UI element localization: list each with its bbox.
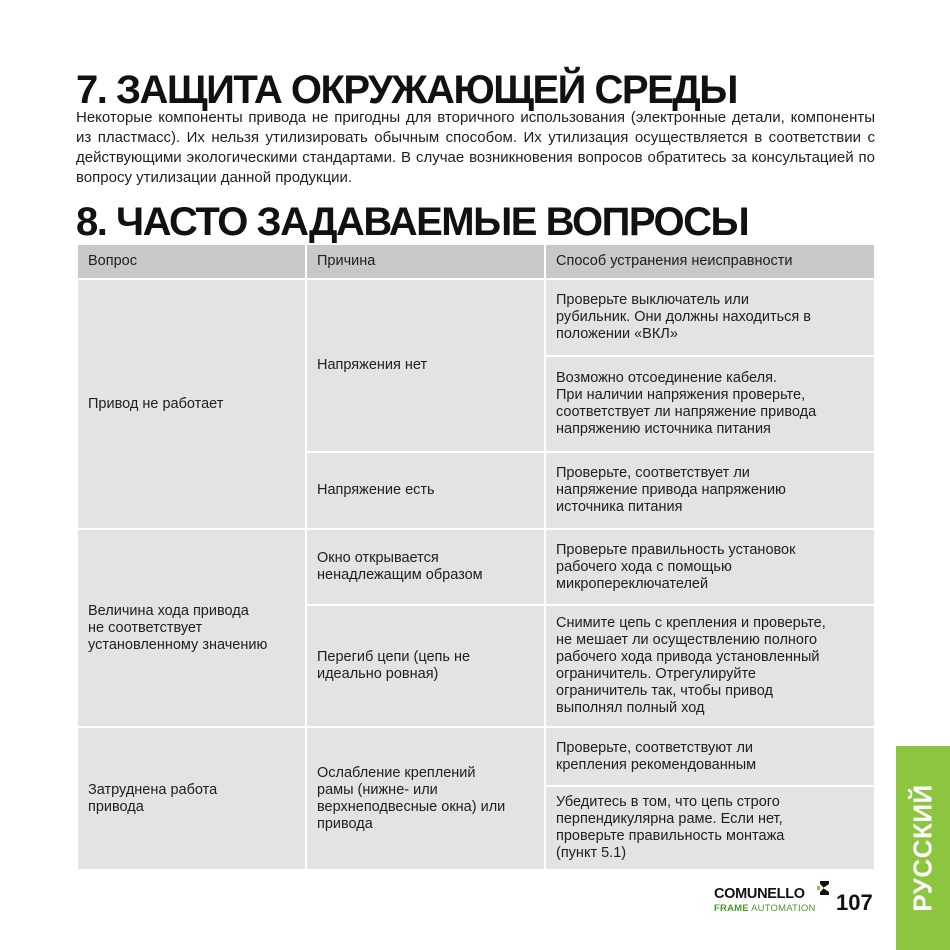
faq-table [76, 243, 876, 871]
logo-tagline-rest: AUTOMATION [748, 903, 816, 914]
logo-brand: COMUNELLO [714, 886, 805, 902]
solution-cell: Проверьте, соответствует ли напряжение привода напряжению источника питания [545, 452, 875, 529]
header-question: Вопрос [77, 244, 306, 279]
question-cell: Затруднена работа привода [77, 727, 306, 870]
solution-cell: Убедитесь в том, что цепь строго перпендикулярна раме. Если нет, проверьте правильность монтажа (пункт 5.1) [545, 786, 875, 870]
language-tab-label: РУССКИЙ [907, 784, 938, 912]
cause-cell: Окно открывается ненадлежащим образом [306, 529, 545, 605]
question-cell: Привод не работает [77, 279, 306, 529]
cause-cell: Перегиб цепи (цепь не идеально ровная) [306, 605, 545, 727]
page-number: 107 [836, 890, 873, 915]
logo-tagline-bold: FRAME [714, 903, 749, 914]
solution-cell: Проверьте выключатель или рубильник. Они должны находиться в положении «ВКЛ» [545, 279, 875, 356]
solution-cell: Проверьте, соответствуют ли крепления рекомендованным [545, 727, 875, 786]
section-8-title: 8. ЧАСТО ЗАДАВАЕМЫЕ ВОПРОСЫ [76, 200, 749, 244]
comunello-bracket-icon [817, 881, 829, 895]
header-solution: Способ устранения неисправности [545, 244, 875, 279]
table-row [77, 529, 875, 605]
solution-cell: Возможно отсоединение кабеля. При наличии напряжения проверьте, соответствует ли напряжение привода напряжению источника питания [545, 356, 875, 452]
cause-cell: Напряжения нет [306, 279, 545, 452]
cause-cell: Ослабление креплений рамы (нижне- или верхнеподвесные окна) или привода [306, 727, 545, 870]
language-tab [896, 746, 950, 950]
table-row [77, 727, 875, 786]
solution-cell: Снимите цепь с крепления и проверьте, не мешает ли осуществлению полного рабочего хода привода установленный ограничитель. Отрегулируйте ограничитель так, чтобы привод выполнял полный ход [545, 605, 875, 727]
table-row [77, 279, 875, 356]
header-cause: Причина [306, 244, 545, 279]
logo-tagline [714, 903, 816, 914]
faq-header-row [77, 244, 875, 279]
comunello-logo [714, 881, 829, 915]
section-7-title: 7. ЗАЩИТА ОКРУЖАЮЩЕЙ СРЕДЫ [76, 68, 737, 112]
environment-paragraph: Некоторые компоненты привода не пригодны для вторичного использования (электронные детали, компоненты из пластмасс). Их нельзя утилизировать обычным способом. Их утилизация осуществляется в соответствии с действующими экологическими стандартами. В случае возникновения вопросов обратитесь за консультацией по вопросу утилизации данной продукции. [76, 109, 875, 186]
cause-cell: Напряжение есть [306, 452, 545, 529]
solution-cell: Проверьте правильность установок рабочего хода с помощью микропереключателей [545, 529, 875, 605]
question-cell: Величина хода привода не соответствует установленному значению [77, 529, 306, 727]
